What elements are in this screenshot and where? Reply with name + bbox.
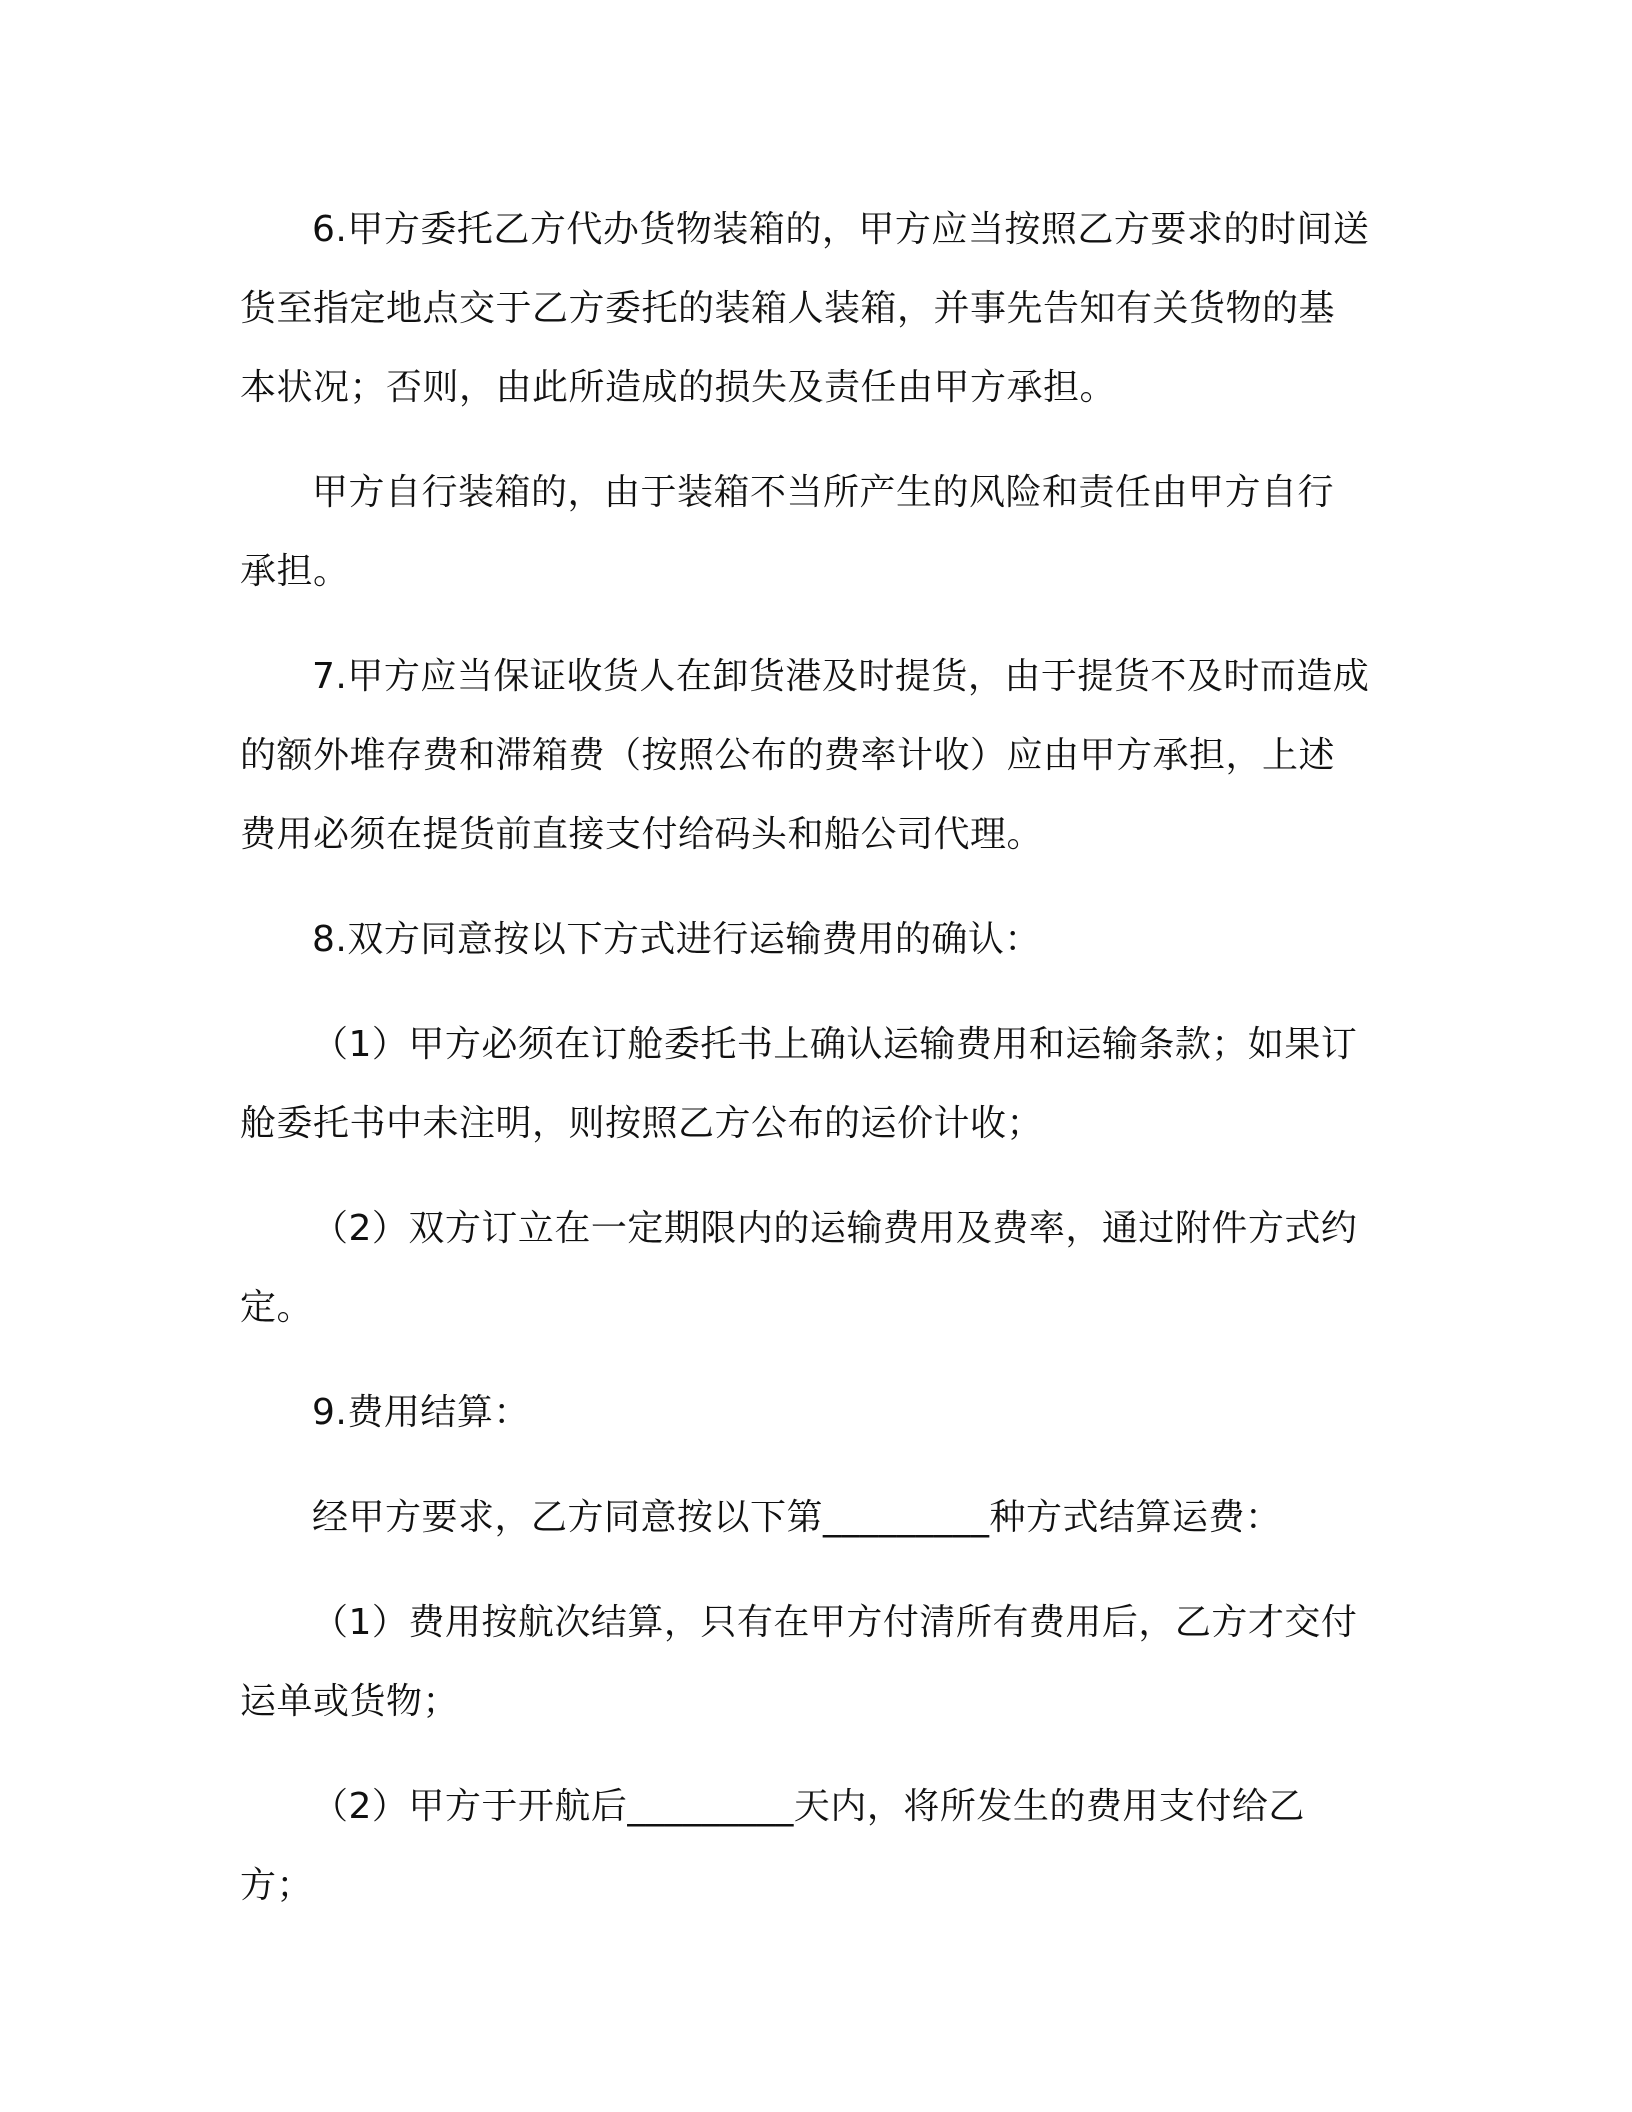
settlement-method-paragraph: 经甲方要求，乙方同意按以下第_________种方式结算运费：	[312, 1497, 1282, 1538]
document-page	[240, 190, 1370, 1925]
self-packing-paragraph: 甲方自行装箱的，由于装箱不当所产生的风险和责任由甲方自行承担。	[240, 472, 1335, 592]
clause-8-item-2: （2）双方订立在一定期限内的运输费用及费率，通过附件方式约定。	[240, 1208, 1358, 1328]
clause-9-item-1: （1）费用按航次结算，只有在甲方付清所有费用后，乙方才交付运单或货物；	[240, 1602, 1358, 1722]
clause-9-heading: 9.费用结算：	[312, 1392, 530, 1433]
clause-7-paragraph: 7.甲方应当保证收货人在卸货港及时提货，由于提货不及时而造成的额外堆存费和滞箱费（按照公布的费率计收）应由甲方承担，上述费用必须在提货前直接支付给码头和船公司代理。	[240, 656, 1370, 855]
clause-9-item-2: （2）甲方于开航后_________天内，将所发生的费用支付给乙方；	[240, 1786, 1305, 1906]
clause-6-paragraph: 6.甲方委托乙方代办货物装箱的，甲方应当按照乙方要求的时间送货至指定地点交于乙方委托的装箱人装箱，并事先告知有关货物的基本状况；否则，由此所造成的损失及责任由甲方承担。	[240, 209, 1370, 408]
clause-8-heading: 8.双方同意按以下方式进行运输费用的确认：	[312, 919, 1041, 960]
clause-8-item-1: （1）甲方必须在订舱委托书上确认运输费用和运输条款；如果订舱委托书中未注明，则按照乙方公布的运价计收；	[240, 1024, 1358, 1144]
